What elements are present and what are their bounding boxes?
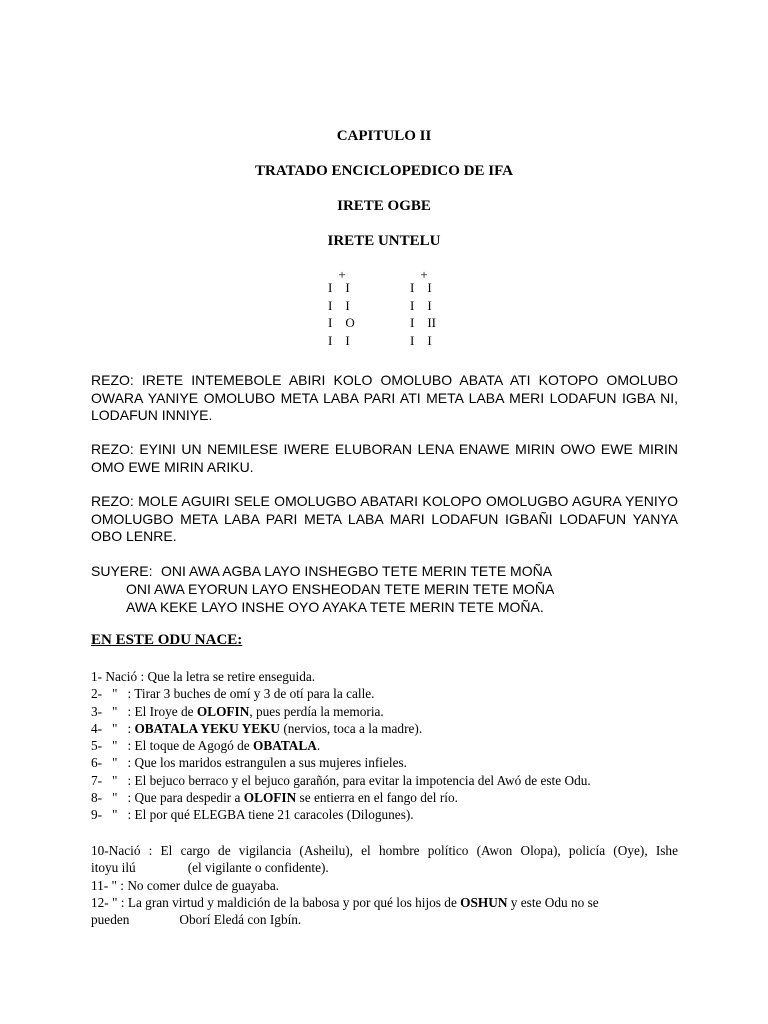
list-item-bold-text: OBATALA xyxy=(253,738,317,754)
rezo-paragraph xyxy=(91,372,678,425)
list-item-text: Que los maridos estrangulen a sus mujeres infieles. xyxy=(134,755,407,771)
signature-right-row: I I xyxy=(410,280,432,295)
list-item xyxy=(91,685,678,702)
list-item-number: 4- " : xyxy=(91,720,135,736)
list-item-10-line2 xyxy=(91,859,678,876)
nace-list xyxy=(91,668,678,824)
list-item xyxy=(91,754,678,771)
suyere-label: SUYERE: xyxy=(91,563,153,579)
list-item-bold-text: OLOFIN xyxy=(196,703,250,719)
list-item-10-text-b: (el vigilante o confidente). xyxy=(187,860,329,876)
list-item xyxy=(91,668,678,685)
list-item-number: 7- " : xyxy=(91,772,135,788)
list-item-number: 1- Nació : xyxy=(91,669,148,684)
signature-left-row: I I xyxy=(328,297,350,313)
list-item-text: Que para despedir a xyxy=(134,790,244,806)
signature-right-row: I II xyxy=(410,315,436,330)
list-item-number: 3- " : xyxy=(91,703,135,719)
rezo-text: REZO: EYINI UN NEMILESE IWERE ELUBORAN LENA ENAWE MIRIN OWO EWE MIRIN OMO EWE MIRIN ARIKU. xyxy=(91,441,678,475)
list-item-text: . xyxy=(316,738,321,754)
signature-left-row: I I xyxy=(328,280,350,295)
list-item xyxy=(91,772,678,789)
suyere-line: ONI AWA EYORUN LAYO ENSHEODAN TETE MERIN TETE MOÑA xyxy=(126,581,555,597)
signature-right-column xyxy=(410,279,436,349)
signature-right-row: I I xyxy=(410,332,432,348)
list-item-number: 2- " : xyxy=(91,686,135,702)
signature-right-row: I I xyxy=(410,297,432,313)
list-item-10-text-a: itoyu ilú xyxy=(91,860,136,876)
list-item-text: (nervios, toca a la madre). xyxy=(280,720,423,736)
rezo-paragraph xyxy=(91,493,678,546)
list-item-10-line1: 10-Nació : El cargo de vigilancia (Asheilu), el hombre político (Awon Olopa), policía (Oye), Ishe xyxy=(91,843,678,858)
list-item-text: El Iroye de xyxy=(134,703,197,719)
rezo-text: REZO: MOLE AGUIRI SELE OMOLUGBO ABATARI KOLOPO OMOLUGBO AGURA YENIYO OMOLUGBO META LABA PARI META LABA MARI LODAFUN IGBAÑI LODAFUN YANYA OBO LENRE. xyxy=(91,493,678,544)
list-item-number: 8- " : xyxy=(91,790,135,806)
list-item-12-text-b: y este Odu no se xyxy=(507,894,599,910)
chapter-heading: CAPITULO II xyxy=(336,128,432,144)
list-item-text: , pues perdía la memoria. xyxy=(249,703,384,719)
list-item-text: Que la letra se retire enseguida. xyxy=(147,669,316,684)
signature-left-column xyxy=(328,279,355,349)
list-item-text: El bejuco berraco y el bejuco garañón, para evitar la impotencia del Awó de este Odu. xyxy=(134,772,591,788)
list-item-11: 11- " : No comer dulce de guayaba. xyxy=(91,877,280,893)
odu-alt-heading: IRETE UNTELU xyxy=(327,233,441,249)
list-item-bold-text: OBATALA YEKU YEKU xyxy=(134,720,281,736)
list-item-number: 9- " : xyxy=(91,807,135,823)
list-item xyxy=(91,720,678,737)
list-item-12-text-c: pueden xyxy=(91,912,130,928)
signature-plus-left: + xyxy=(338,267,346,282)
suyere-line: AWA KEKE LAYO INSHE OYO AYAKA TETE MERIN TETE MOÑA. xyxy=(126,599,544,615)
odu-heading: IRETE OGBE xyxy=(337,198,431,214)
rezo-paragraph xyxy=(91,441,678,476)
list-item xyxy=(91,806,678,823)
list-item-text: Tirar 3 buches de omí y 3 de otí para la calle. xyxy=(134,686,375,702)
list-item-number: 6- " : xyxy=(91,755,135,771)
signature-left-row: I O xyxy=(328,315,355,330)
signature-plus-right: + xyxy=(420,267,428,282)
list-item-text: se entierra en el fango del río. xyxy=(296,790,458,806)
treatise-heading: TRATADO ENCICLOPEDICO DE IFA xyxy=(255,163,513,179)
nace-heading: EN ESTE ODU NACE: xyxy=(91,632,243,648)
list-item-text: El toque de Agogó de xyxy=(134,738,254,754)
nace-list-extra xyxy=(91,842,678,928)
list-item-12-text-a: 12- " : La gran virtud y maldición de la babosa y por qué los hijos de xyxy=(91,894,461,910)
list-item-12-line1 xyxy=(91,894,678,911)
signature-left-row: I I xyxy=(328,332,350,348)
list-item-text: El por qué ELEGBA tiene 21 caracoles (Dilogunes). xyxy=(134,807,414,823)
list-item-12-bold: OSHUN xyxy=(460,894,508,910)
list-item-bold-text: OLOFIN xyxy=(243,790,297,806)
rezo-text: REZO: IRETE INTEMEBOLE ABIRI KOLO OMOLUBO ABATA ATI KOTOPO OMOLUBO OWARA YANIYE OMOLUBO META LABA PARI ATI META LABA MERI LODAFUN IGBA NI, LODAFUN INNIYE. xyxy=(91,372,678,423)
list-item xyxy=(91,789,678,806)
list-item xyxy=(91,703,678,720)
list-item xyxy=(91,737,678,754)
suyere-line: ONI AWA AGBA LAYO INSHEGBO TETE MERIN TETE MOÑA xyxy=(161,563,553,579)
list-item-12-line2 xyxy=(91,911,678,928)
list-item-number: 5- " : xyxy=(91,738,135,754)
list-item-12-text-d: Oborí Eledá con Igbín. xyxy=(179,912,302,928)
